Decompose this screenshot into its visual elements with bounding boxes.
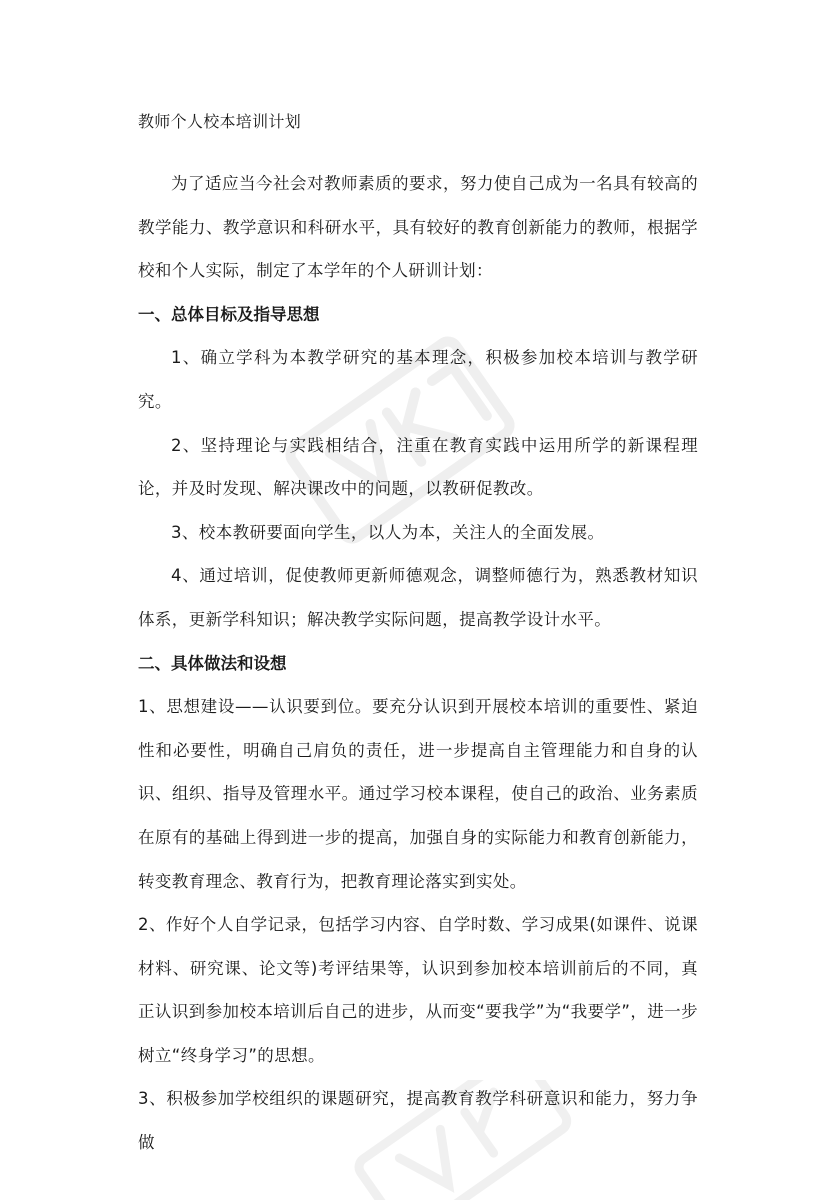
document-title: 教师个人校本培训计划: [138, 112, 302, 131]
document-body: [138, 110, 698, 1165]
intro-paragraph: 为了适应当今社会对教师素质的要求，努力使自己成为一名具有较高的教学能力、教学意识和科研水平，具有较好的教育创新能力的教师，根据学校和个人实际，制定了本学年的个人研训计划：: [138, 174, 698, 281]
section-2-item-3: 3、积极参加学校组织的课题研究，提高教育教学科研意识和能力，努力争做: [138, 1089, 698, 1153]
section-1-item-4: 4、通过培训，促使教师更新师德观念，调整师德行为，熟悉教材知识体系，更新学科知识；解决教学实际问题，提高教学设计水平。: [138, 566, 698, 629]
section-1-heading: 一、总体目标及指导思想: [138, 304, 320, 324]
section-2-item-2: 2、作好个人自学记录，包括学习内容、自学时数、学习成果(如课件、说课材料、研究课、论文等)考评结果等，认识到参加校本培训前后的不同，真正认识到参加校本培训后自己的进步，从而变“要我学”为“我要学”，进一步树立“终身学习”的思想。: [138, 915, 698, 1065]
section-1-item-1: 1、确立学科为本教学研究的基本理念，积极参加校本培训与教学研究。: [138, 348, 698, 411]
section-1-item-2: 2、坚持理论与实践相结合，注重在教育实践中运用所学的新课程理论，并及时发现、解决课改中的问题，以教研促教改。: [138, 435, 698, 499]
section-1-item-3: 3、校本教研要面向学生，以人为本，关注人的全面发展。: [171, 522, 605, 542]
section-2-item-1: 1、思想建设——认识要到位。要充分认识到开展校本培训的重要性、紧迫性和必要性，明确自己肩负的责任，进一步提高自主管理能力和自身的认识、组织、指导及管理水平。通过学习校本课程，使自己的政治、业务素质在原有的基础上得到进一步的提高，加强自身的实际能力和教育创新能力，转变教育理念、教育行为，把教育理论落实到实处。: [138, 697, 698, 891]
section-2-heading: 二、具体做法和设想: [138, 653, 287, 673]
